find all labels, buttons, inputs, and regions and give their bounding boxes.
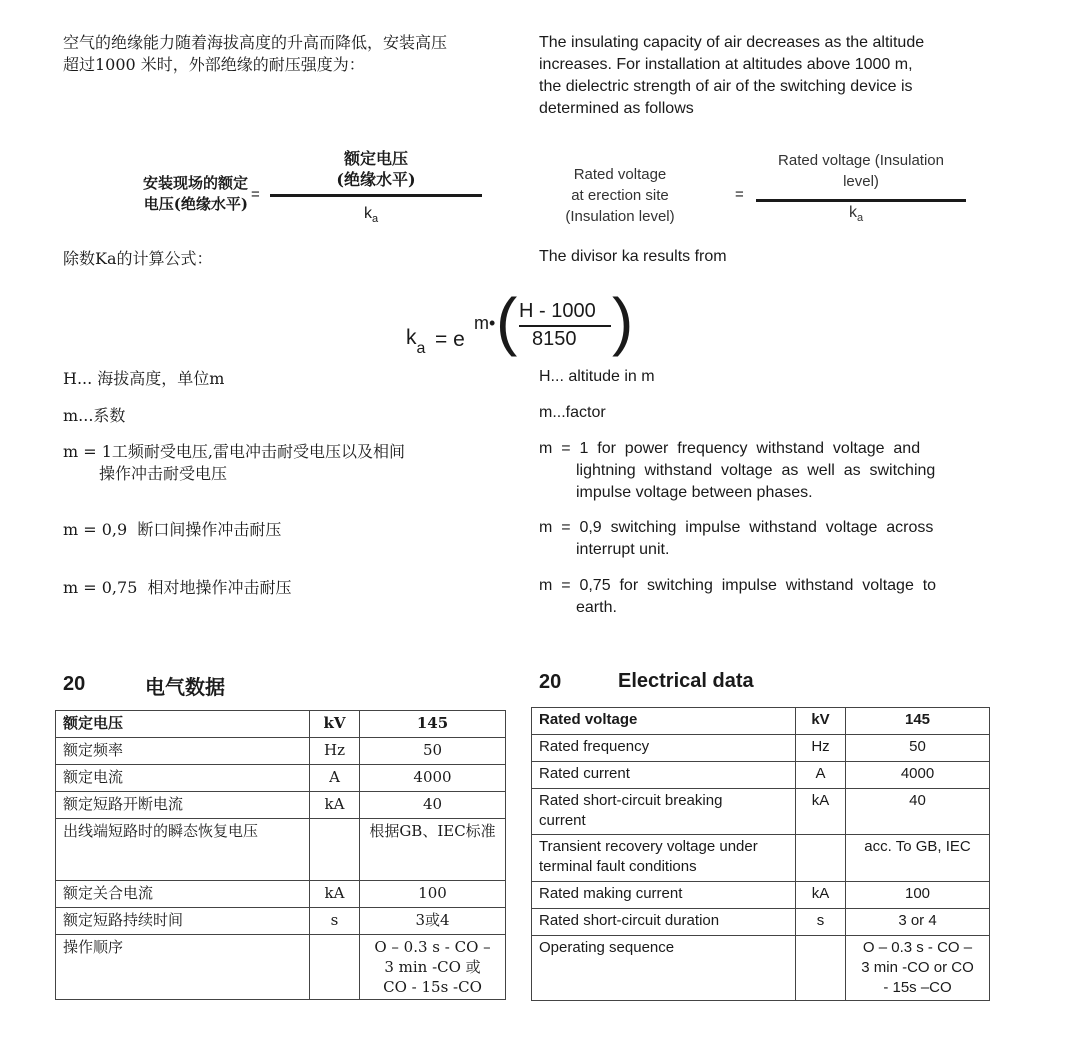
cn-unit-cell: kA xyxy=(310,881,360,908)
cn-value-cell: 4000 xyxy=(360,765,506,792)
table-row xyxy=(56,711,506,738)
en-value-cell: 3 or 4 xyxy=(846,909,990,936)
cn-parameter-cell: 额定电压 xyxy=(56,711,310,738)
en-electrical-data-table xyxy=(531,707,990,1001)
en-unit-cell xyxy=(796,936,846,1001)
en-intro xyxy=(539,32,979,120)
cn-parameter-cell: 额定电流 xyxy=(56,765,310,792)
cn-unit-cell: Hz xyxy=(310,738,360,765)
en-parameter-cell: Transient recovery voltage under terminal fault conditions xyxy=(532,835,796,882)
en-m09-line: m = 0,9 switching impulse withstand voltage across xyxy=(539,519,934,536)
en-unit-cell: Hz xyxy=(796,735,846,762)
en-value-cell: O – 0.3 s - CO – 3 min -CO or CO - 15s –CO xyxy=(846,936,990,1001)
en-parameter-cell: Rated voltage xyxy=(532,708,796,735)
table-row xyxy=(532,789,990,835)
en-unit-cell: A xyxy=(796,762,846,789)
cn-value-cell: O – 0.3 s - CO – 3 min -CO 或 CO - 15s -CO xyxy=(360,935,506,1000)
en-formula-numerator xyxy=(756,150,966,192)
en-h-def: H... altitude in m xyxy=(539,368,655,385)
table-row xyxy=(532,735,990,762)
en-value-cell: 100 xyxy=(846,882,990,909)
cn-value-cell: 40 xyxy=(360,792,506,819)
cn-value-cell: 145 xyxy=(360,711,506,738)
en-fraction-line xyxy=(756,199,966,202)
en-divisor-text: The divisor ka results from xyxy=(539,248,727,265)
cn-unit-cell: A xyxy=(310,765,360,792)
cn-intro-line: 超过1000 米时，外部绝缘的耐压强度为： xyxy=(63,55,365,74)
cn-value-cell: 根据GB、IEC标准 xyxy=(360,819,506,881)
table-row xyxy=(56,935,506,1000)
cn-m075: m = 0,75 相对地操作冲击耐压 xyxy=(63,578,292,597)
cn-unit-cell: kA xyxy=(310,792,360,819)
cn-m-def: m...系数 xyxy=(63,406,126,425)
cn-value-cell: 3或4 xyxy=(360,908,506,935)
ka-symbol xyxy=(406,326,426,358)
en-parameter-cell: Rated current xyxy=(532,762,796,789)
cn-m1-line: m = 1工频耐受电压,雷电冲击耐受电压以及相间 xyxy=(63,442,406,461)
en-intro-line: determined as follows xyxy=(539,100,694,117)
table-row xyxy=(56,881,506,908)
table-row xyxy=(532,909,990,936)
ka-fraction-line xyxy=(519,325,611,327)
en-formula-lhs-line: at erection site xyxy=(571,187,669,204)
cn-electrical-data-table xyxy=(55,710,506,1000)
cn-parameter-cell: 额定短路开断电流 xyxy=(56,792,310,819)
en-value-cell: acc. To GB, IEC xyxy=(846,835,990,882)
en-unit-cell: kV xyxy=(796,708,846,735)
ka-k: k xyxy=(406,326,417,349)
cn-unit-cell: kV xyxy=(310,711,360,738)
table-row xyxy=(56,908,506,935)
ka-sub: a xyxy=(416,340,426,358)
en-formula-num-line: Rated voltage (Insulation xyxy=(778,152,944,169)
cn-formula-num-line: (绝缘水平) xyxy=(336,170,416,189)
cn-m1-line: 操作冲击耐受电压 xyxy=(99,464,228,483)
en-intro-line: The insulating capacity of air decreases as the altitude xyxy=(539,34,925,51)
en-m075-line: m = 0,75 for switching impulse withstand voltage to xyxy=(539,577,937,594)
en-unit-cell xyxy=(796,835,846,882)
cn-m1 xyxy=(63,441,405,485)
en-m1-line: lightning withstand voltage as well as switching xyxy=(576,462,936,479)
en-section-title: Electrical data xyxy=(618,670,754,692)
en-value-cell: 4000 xyxy=(846,762,990,789)
table-row xyxy=(56,765,506,792)
en-m09-line: interrupt unit. xyxy=(576,541,670,558)
en-m09 xyxy=(539,517,979,561)
cn-unit-cell: s xyxy=(310,908,360,935)
en-intro-line: the dielectric strength of air of the switching device is xyxy=(539,78,913,95)
cn-parameter-cell: 操作顺序 xyxy=(56,935,310,1000)
en-formula-equals: = xyxy=(735,186,744,203)
table-row xyxy=(532,708,990,735)
en-formula-num-line: level) xyxy=(843,173,879,190)
cn-intro xyxy=(63,32,447,76)
en-unit-cell: s xyxy=(796,909,846,936)
en-value-cell: 40 xyxy=(846,789,990,835)
en-unit-cell: kA xyxy=(796,882,846,909)
cn-value-cell: 50 xyxy=(360,738,506,765)
cn-divisor-text: 除数Ka的计算公式： xyxy=(63,249,213,268)
en-unit-cell: kA xyxy=(796,789,846,835)
cn-section-number: 20 xyxy=(63,673,86,695)
cn-formula-lhs-line: 电压(绝缘水平) xyxy=(143,195,248,213)
cn-unit-cell xyxy=(310,819,360,881)
en-m1 xyxy=(539,438,979,504)
en-m1-line: m = 1 for power frequency withstand voltage and xyxy=(539,440,921,457)
en-m-def: m...factor xyxy=(539,404,606,421)
en-value-cell: 145 xyxy=(846,708,990,735)
ka-numerator: H - 1000 xyxy=(519,300,596,322)
en-formula-lhs xyxy=(552,164,688,227)
cn-parameter-cell: 额定频率 xyxy=(56,738,310,765)
ka-left-paren: ( xyxy=(496,285,518,357)
cn-value-cell: 100 xyxy=(360,881,506,908)
en-parameter-cell: Rated making current xyxy=(532,882,796,909)
table-row xyxy=(56,819,506,881)
cn-parameter-cell: 出线端短路时的瞬态恢复电压 xyxy=(56,819,310,881)
en-intro-line: increases. For installation at altitudes above 1000 m, xyxy=(539,56,913,73)
ka-right-paren: ) xyxy=(612,285,634,357)
cn-parameter-cell: 额定关合电流 xyxy=(56,881,310,908)
cn-formula-num-line: 额定电压 xyxy=(343,149,408,168)
cn-unit-cell xyxy=(310,935,360,1000)
table-row xyxy=(532,936,990,1001)
cn-parameter-cell: 额定短路持续时间 xyxy=(56,908,310,935)
table-row xyxy=(532,835,990,882)
table-row xyxy=(532,882,990,909)
cn-formula-numerator xyxy=(270,148,482,190)
cn-formula-denominator: $k_a$ xyxy=(364,205,379,226)
cn-intro-line: 空气的绝缘能力随着海拔高度的升高而降低，安装高压 xyxy=(63,33,448,52)
cn-formula-lhs xyxy=(108,173,248,215)
en-m075-line: earth. xyxy=(576,599,617,616)
en-formula-denominator: $k_a$ xyxy=(849,204,864,225)
cn-formula-equals: = xyxy=(251,186,260,203)
en-formula-lhs-line: Rated voltage xyxy=(573,166,667,183)
cn-section-title: 电气数据 xyxy=(145,675,225,699)
ka-denominator: 8150 xyxy=(532,328,577,350)
cn-fraction-line xyxy=(270,194,482,197)
table-row xyxy=(532,762,990,789)
en-section-number: 20 xyxy=(539,671,562,693)
cn-m09: m = 0,9 断口间操作冲击耐压 xyxy=(63,520,282,539)
en-parameter-cell: Operating sequence xyxy=(532,936,796,1001)
ka-m-dot: m• xyxy=(474,313,496,333)
en-m1-line: impulse voltage between phases. xyxy=(576,484,813,501)
en-parameter-cell: Rated short-circuit breaking current xyxy=(532,789,796,835)
table-row xyxy=(56,792,506,819)
cn-h-def: H... 海拔高度，单位m xyxy=(63,369,225,388)
en-parameter-cell: Rated short-circuit duration xyxy=(532,909,796,936)
cn-formula-lhs-line: 安装现场的额定 xyxy=(142,174,248,192)
en-value-cell: 50 xyxy=(846,735,990,762)
en-m075 xyxy=(539,575,979,619)
ka-equals-e: = e xyxy=(435,328,465,351)
en-parameter-cell: Rated frequency xyxy=(532,735,796,762)
table-row xyxy=(56,738,506,765)
en-formula-lhs-line: (Insulation level) xyxy=(565,208,675,225)
